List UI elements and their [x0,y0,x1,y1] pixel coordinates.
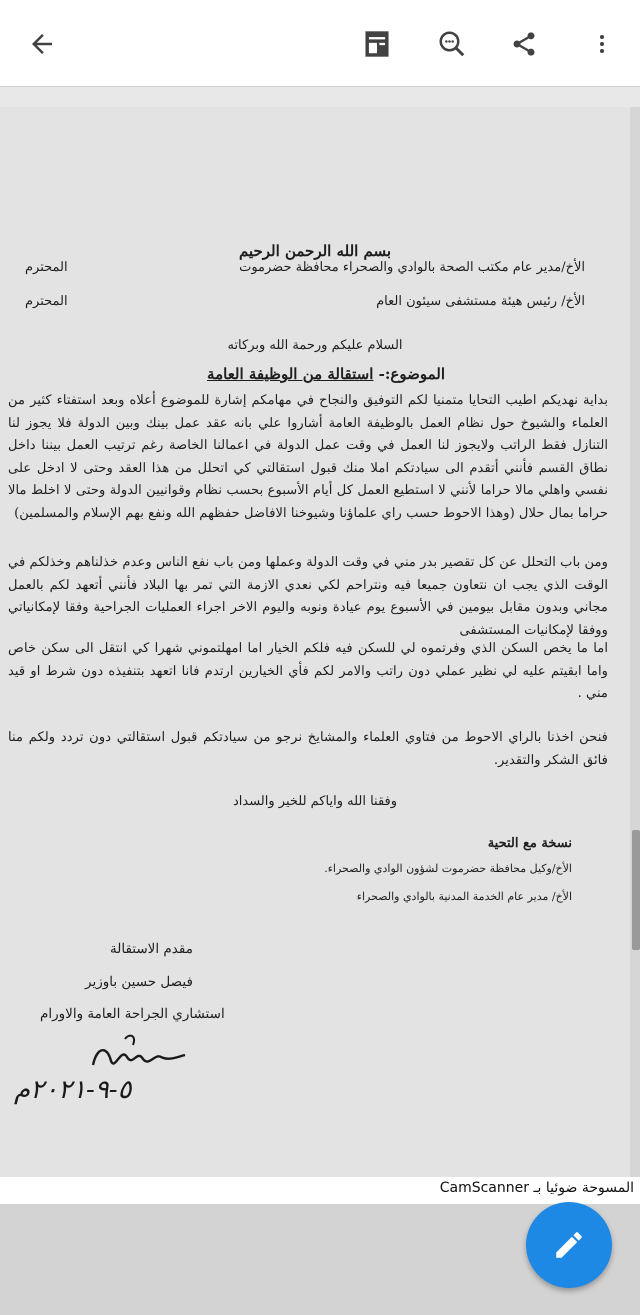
top-margin-strip [0,87,640,107]
arrow-back-icon [27,29,57,59]
addressee-1-name: الأخ/مدير عام مكتب الصحة بالوادي والصحراء محافظة حضرموت [239,260,585,275]
zoom-icon [437,29,467,59]
addressee-1-honorific: المحترم [25,260,68,275]
scanned-document[interactable] [0,107,630,1177]
addressee-line-1 [25,260,585,275]
copy-heading: نسخة مع التحية [487,836,572,851]
share-icon [510,30,538,58]
addressee-2-name: الأخ/ رئيس هيئة مستشفى سيئون العام [376,294,585,309]
scrollbar-thumb[interactable] [632,830,640,950]
edit-pencil-icon [552,1228,586,1262]
copy-recipient-1: الأخ/وكيل محافظة حضرموت لشؤون الوادي والصحراء. [324,862,572,875]
camscanner-text: المسوحة ضوئيا بـ CamScanner [439,1180,634,1196]
closing-line: وفقنا الله واياكم للخير والسداد [232,794,398,809]
greeting: السلام عليكم ورحمة الله وبركاته [227,338,403,353]
more-vert-icon [590,29,614,59]
body-paragraph-3: اما ما يخص السكن الذي وفرتموه لي للسكن فيه فلكم الخيار اما امهلتموني شهرا كي انتقل الى سكن خاص واما ابقيتم عليه لي نظير عملي دون راتب والامر لكم فأي الخيارين ارتدم فانا اتعهد بتنفيذه دون شرط او قيد مني . [8,641,608,702]
zoom-button[interactable] [430,22,474,66]
body-paragraph-2: ومن باب التحلل عن كل تقصير بدر مني في وقت الدولة وعملها ومن باب نفع الناس وعدم خذلناهم وخذلكم في الوقت الذي يجب ان نتعاون جميعا فيه ونتراحم لكي نعدي الازمة التي تمر بها البلاد فأنني أتعهد لكم بالعمل مجاني وبدون مقابل بيومين في الأسبوع يوم عيادة ونوبه واليوم الاخر اجراء العمليات الجراحية وفقا لإمكانياتي ووفقا لإمكانيات المستشفى [8,555,608,638]
subject-line [207,365,445,383]
edit-fab-button[interactable] [526,1202,612,1288]
subject-text: استقالة من الوظيفة العامة [207,365,374,383]
top-app-bar [0,0,640,87]
share-button[interactable] [502,22,546,66]
signer-label: مقدم الاستقالة [110,940,193,957]
basmala-title: بسم الله الرحمن الرحيم [238,242,392,260]
handwritten-signature [85,1027,195,1077]
subject-label: الموضوع:- [373,365,445,383]
signer-name: فيصل حسين باوزير [85,973,193,990]
body-paragraph-4: فنحن اخذنا بالراي الاحوط من فتاوي العلماء والمشايخ نرجو من سيادتكم قبول استقالتي دون تردد ولكم منا فائق الشكر والتقدير. [8,730,608,768]
handwritten-date: ٥-٩-٢٠٢١م [14,1075,132,1105]
addressee-line-2 [25,294,585,309]
copy-recipient-2: الأخ/ مدير عام الخدمة المدنية بالوادي والصحراء [356,890,572,903]
addressee-2-honorific: المحترم [25,294,68,309]
page-layout-icon [363,29,391,59]
back-button[interactable] [20,22,64,66]
body-paragraph-1: بداية نهديكم اطيب التحايا متمنيا لكم التوفيق والنجاح في مهامكم إشارة للموضوع أعلاه وبعد استفتاء كثير من العلماء والشيوخ حول نظام العمل بالوظيفة العامة أشاروا علي بانه عقد عمل بينك وبين الدولة فلا يجوز لنا التنازل فقط الراتب ولايجوز لنا العمل في وقت عمل الدولة في اعمالنا الخاصة رغم ترتيب العمل بيننا داخل نطاق القسم فأنني أتقدم الى سيادتكم املا منك قبول استقالتي كي اتحلل من هذا العقد وحتى لا ادخل على نفسي واهلي مالا حراما لأنني لا استطيع العمل كل أيام الأسبوع بحسب نظام وقوانيين الدولة وحتى لا اخلط مالا حراما بمال حلال (وهذا الاحوط حسب راي علماؤنا وشيوخنا الافاضل حفظهم الله ونفع بهم الإسلام والمسلمين) [8,393,608,521]
more-options-button[interactable] [580,22,624,66]
page-layout-button[interactable] [355,22,399,66]
signer-title: استشاري الجراحة العامة والاورام [40,1005,225,1022]
